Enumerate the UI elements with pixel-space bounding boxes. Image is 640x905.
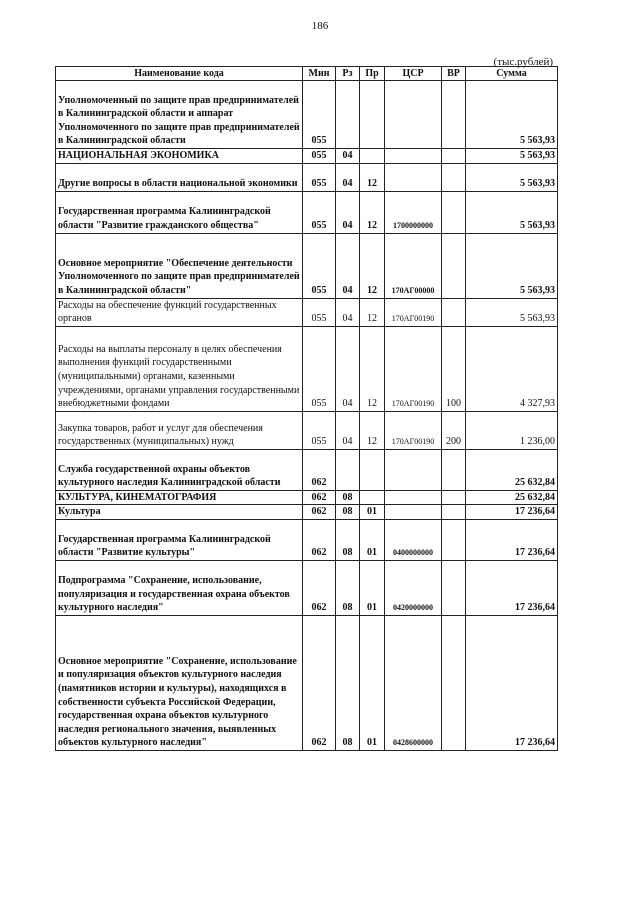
table-row (56, 233, 558, 298)
row-min: 062 (303, 615, 336, 750)
row-rz: 08 (336, 615, 360, 750)
row-vr (442, 449, 466, 490)
row-min: 055 (303, 411, 336, 449)
row-rz: 04 (336, 298, 360, 326)
row-name: Другие вопросы в области национальной экономики (56, 163, 303, 191)
row-sum: 17 236,64 (466, 505, 558, 520)
table-row (56, 81, 558, 149)
header-csr: ЦСР (385, 67, 442, 81)
row-vr (442, 81, 466, 149)
row-pr (360, 449, 385, 490)
row-min: 062 (303, 449, 336, 490)
row-csr (385, 449, 442, 490)
row-rz: 08 (336, 519, 360, 560)
row-sum: 5 563,93 (466, 298, 558, 326)
row-vr (442, 615, 466, 750)
table-row (56, 505, 558, 520)
row-rz: 04 (336, 191, 360, 233)
row-pr (360, 490, 385, 505)
row-name: Служба государственной охраны объектов культурного наследия Калининградской области (56, 449, 303, 490)
row-pr: 12 (360, 191, 385, 233)
table-row (56, 560, 558, 615)
row-min: 062 (303, 519, 336, 560)
table-row (56, 191, 558, 233)
row-sum: 5 563,93 (466, 233, 558, 298)
row-vr (442, 163, 466, 191)
table-row (56, 519, 558, 560)
table-row (56, 326, 558, 411)
units-label: (тыс.рублей) (493, 56, 553, 68)
header-sum: Сумма (466, 67, 558, 81)
row-min: 055 (303, 233, 336, 298)
row-min: 062 (303, 505, 336, 520)
row-pr: 01 (360, 519, 385, 560)
row-vr (442, 149, 466, 164)
row-sum: 5 563,93 (466, 191, 558, 233)
row-rz: 04 (336, 411, 360, 449)
row-name: Основное мероприятие "Обеспечение деятельности Уполномоченного по защите прав предпринимателей в Калининградской области" (56, 233, 303, 298)
row-vr (442, 233, 466, 298)
row-min: 055 (303, 149, 336, 164)
row-pr: 12 (360, 233, 385, 298)
row-vr (442, 505, 466, 520)
page-number: 186 (311, 20, 329, 32)
row-min: 055 (303, 326, 336, 411)
row-min: 055 (303, 163, 336, 191)
header-pr: Пр (360, 67, 385, 81)
budget-table (55, 66, 558, 751)
row-name: КУЛЬТУРА, КИНЕМАТОГРАФИЯ (56, 490, 303, 505)
header-min: Мин (303, 67, 336, 81)
row-sum: 5 563,93 (466, 163, 558, 191)
row-name: Государственная программа Калининградской области "Развитие культуры" (56, 519, 303, 560)
row-csr: 1700000000 (385, 191, 442, 233)
table-row (56, 298, 558, 326)
header-rz: Рз (336, 67, 360, 81)
row-rz: 04 (336, 163, 360, 191)
row-csr: 170АГ00000 (385, 233, 442, 298)
row-sum: 4 327,93 (466, 326, 558, 411)
row-vr: 200 (442, 411, 466, 449)
row-pr: 01 (360, 505, 385, 520)
table-row (56, 490, 558, 505)
row-vr (442, 519, 466, 560)
table-row (56, 149, 558, 164)
row-pr (360, 149, 385, 164)
row-vr: 100 (442, 326, 466, 411)
row-rz: 04 (336, 326, 360, 411)
row-sum: 1 236,00 (466, 411, 558, 449)
row-vr (442, 560, 466, 615)
row-csr: 0428600000 (385, 615, 442, 750)
row-csr: 170АГ00190 (385, 326, 442, 411)
row-csr: 170АГ00190 (385, 298, 442, 326)
row-pr: 01 (360, 560, 385, 615)
row-name: Основное мероприятие "Сохранение, использование и популяризация объектов культурного наследия (памятников истории и культуры), находящихся в собственности субъекта Российской Федерации, государственная охрана объектов культурного наследия регионального значения, выявленных объектов культурного наследия" (56, 615, 303, 750)
row-name: Культура (56, 505, 303, 520)
row-csr (385, 149, 442, 164)
row-name: Расходы на обеспечение функций государственных органов (56, 298, 303, 326)
table-row (56, 411, 558, 449)
row-rz: 04 (336, 233, 360, 298)
row-csr (385, 163, 442, 191)
table-row (56, 449, 558, 490)
row-rz: 04 (336, 149, 360, 164)
row-name: Расходы на выплаты персоналу в целях обеспечения выполнения функций государственными (муниципальными) органами, казенными учреждениями, органами управления государственными внебюджетными фондами (56, 326, 303, 411)
row-pr: 12 (360, 326, 385, 411)
row-rz: 08 (336, 490, 360, 505)
row-min: 055 (303, 298, 336, 326)
row-min: 055 (303, 191, 336, 233)
row-sum: 25 632,84 (466, 490, 558, 505)
row-pr: 12 (360, 163, 385, 191)
row-name: Государственная программа Калининградской области "Развитие гражданского общества" (56, 191, 303, 233)
row-rz (336, 81, 360, 149)
table-header-row (56, 67, 558, 81)
row-csr (385, 490, 442, 505)
row-sum: 5 563,93 (466, 81, 558, 149)
row-min: 062 (303, 490, 336, 505)
row-vr (442, 490, 466, 505)
row-min: 055 (303, 81, 336, 149)
row-rz (336, 449, 360, 490)
row-pr: 01 (360, 615, 385, 750)
row-rz: 08 (336, 560, 360, 615)
row-pr: 12 (360, 298, 385, 326)
header-vr: ВР (442, 67, 466, 81)
row-name: Закупка товаров, работ и услуг для обеспечения государственных (муниципальных) нужд (56, 411, 303, 449)
row-name: Уполномоченный по защите прав предпринимателей в Калининградской области и аппарат Уполномоченного по защите прав предпринимателей в Калининградской области (56, 81, 303, 149)
row-name: НАЦИОНАЛЬНАЯ ЭКОНОМИКА (56, 149, 303, 164)
row-rz: 08 (336, 505, 360, 520)
row-pr (360, 81, 385, 149)
row-min: 062 (303, 560, 336, 615)
row-sum: 5 563,93 (466, 149, 558, 164)
row-sum: 17 236,64 (466, 519, 558, 560)
row-csr (385, 81, 442, 149)
table-row (56, 163, 558, 191)
row-sum: 17 236,64 (466, 560, 558, 615)
row-sum: 17 236,64 (466, 615, 558, 750)
row-csr: 0400000000 (385, 519, 442, 560)
row-vr (442, 298, 466, 326)
table-row (56, 615, 558, 750)
row-vr (442, 191, 466, 233)
row-csr: 170АГ00190 (385, 411, 442, 449)
row-csr: 0420000000 (385, 560, 442, 615)
row-sum: 25 632,84 (466, 449, 558, 490)
row-pr: 12 (360, 411, 385, 449)
row-name: Подпрограмма "Сохранение, использование, популяризация и государственная охрана объектов культурного наследия" (56, 560, 303, 615)
header-name: Наименование кода (56, 67, 303, 81)
row-csr (385, 505, 442, 520)
